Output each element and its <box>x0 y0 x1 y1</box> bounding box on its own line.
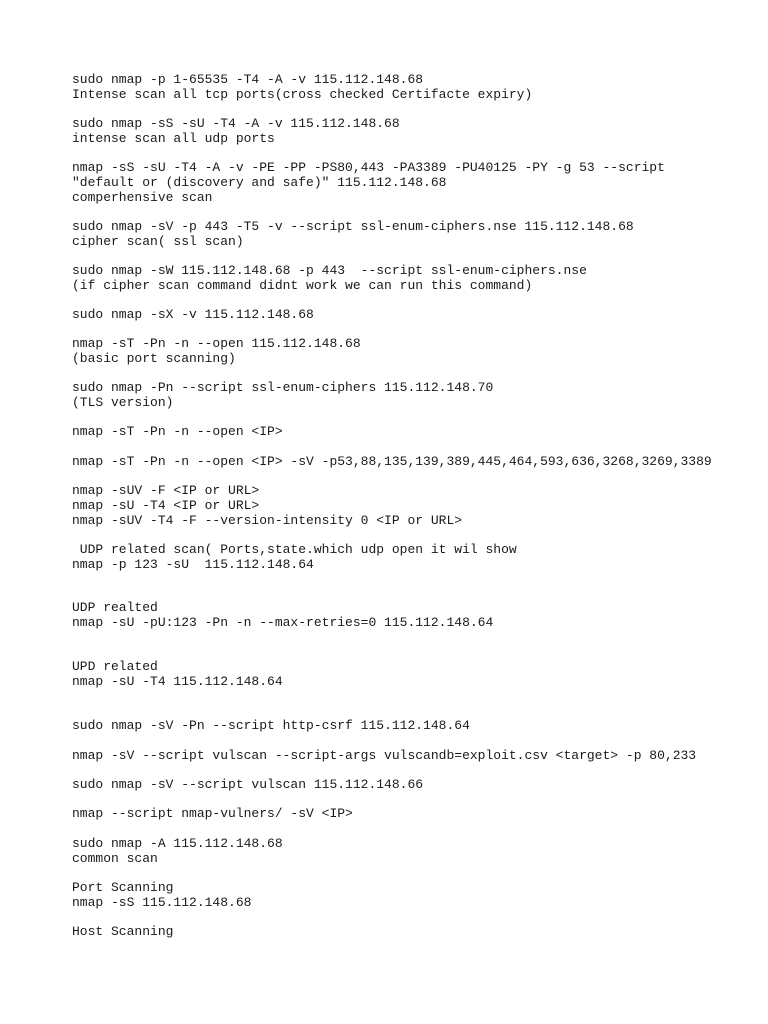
text-line: sudo nmap -p 1-65535 -T4 -A -v 115.112.148.68 <box>72 72 424 87</box>
text-line: Host Scanning <box>72 924 174 939</box>
text-line: sudo nmap -A 115.112.148.68 <box>72 836 283 851</box>
text-line: UPD related <box>72 659 158 674</box>
text-line: Port Scanning <box>72 880 174 895</box>
text-line: nmap -sT -Pn -n --open <IP> -sV -p53,88,135,139,389,445,464,593,636,3268,3269,3389 <box>72 454 712 469</box>
text-line: nmap -sV --script vulscan --script-args vulscandb=exploit.csv <target> -p 80,233 <box>72 748 697 763</box>
text-line: UDP related scan( Ports,state.which udp open it wil show <box>72 542 517 557</box>
text-line: "default or (discovery and safe)" 115.112.148.68 <box>72 175 447 190</box>
text-line: (basic port scanning) <box>72 351 236 366</box>
text-line: sudo nmap -sS -sU -T4 -A -v 115.112.148.68 <box>72 116 400 131</box>
text-line: sudo nmap -Pn --script ssl-enum-ciphers 115.112.148.70 <box>72 380 494 395</box>
text-line: nmap -p 123 -sU 115.112.148.64 <box>72 557 314 572</box>
text-line: nmap -sUV -T4 -F --version-intensity 0 <IP or URL> <box>72 513 463 528</box>
text-line: Intense scan all tcp ports(cross checked Certifacte expiry) <box>72 87 533 102</box>
text-line: sudo nmap -sX -v 115.112.148.68 <box>72 307 314 322</box>
text-line: UDP realted <box>72 600 158 615</box>
text-line: nmap -sS -sU -T4 -A -v -PE -PP -PS80,443 -PA3389 -PU40125 -PY -g 53 --script <box>72 160 665 175</box>
text-line: common scan <box>72 851 158 866</box>
text-line: sudo nmap -sV -Pn --script http-csrf 115.112.148.64 <box>72 718 470 733</box>
text-line: (if cipher scan command didnt work we can run this command) <box>72 278 533 293</box>
text-line: nmap -sU -T4 <IP or URL> <box>72 498 260 513</box>
text-line: nmap -sT -Pn -n --open 115.112.148.68 <box>72 336 361 351</box>
text-line: cipher scan( ssl scan) <box>72 234 244 249</box>
text-line: sudo nmap -sW 115.112.148.68 -p 443 --script ssl-enum-ciphers.nse <box>72 263 587 278</box>
text-line: nmap -sT -Pn -n --open <IP> <box>72 424 283 439</box>
text-line: nmap -sU -T4 115.112.148.64 <box>72 674 283 689</box>
text-line: nmap -sUV -F <IP or URL> <box>72 483 260 498</box>
text-line: nmap --script nmap-vulners/ -sV <IP> <box>72 806 353 821</box>
text-line: sudo nmap -sV --script vulscan 115.112.148.66 <box>72 777 424 792</box>
text-line: sudo nmap -sV -p 443 -T5 -v --script ssl-enum-ciphers.nse 115.112.148.68 <box>72 219 634 234</box>
text-line: (TLS version) <box>72 395 174 410</box>
text-line: intense scan all udp ports <box>72 131 275 146</box>
text-line: comperhensive scan <box>72 190 213 205</box>
text-line: nmap -sU -pU:123 -Pn -n --max-retries=0 115.112.148.64 <box>72 615 494 630</box>
text-line: nmap -sS 115.112.148.68 <box>72 895 252 910</box>
